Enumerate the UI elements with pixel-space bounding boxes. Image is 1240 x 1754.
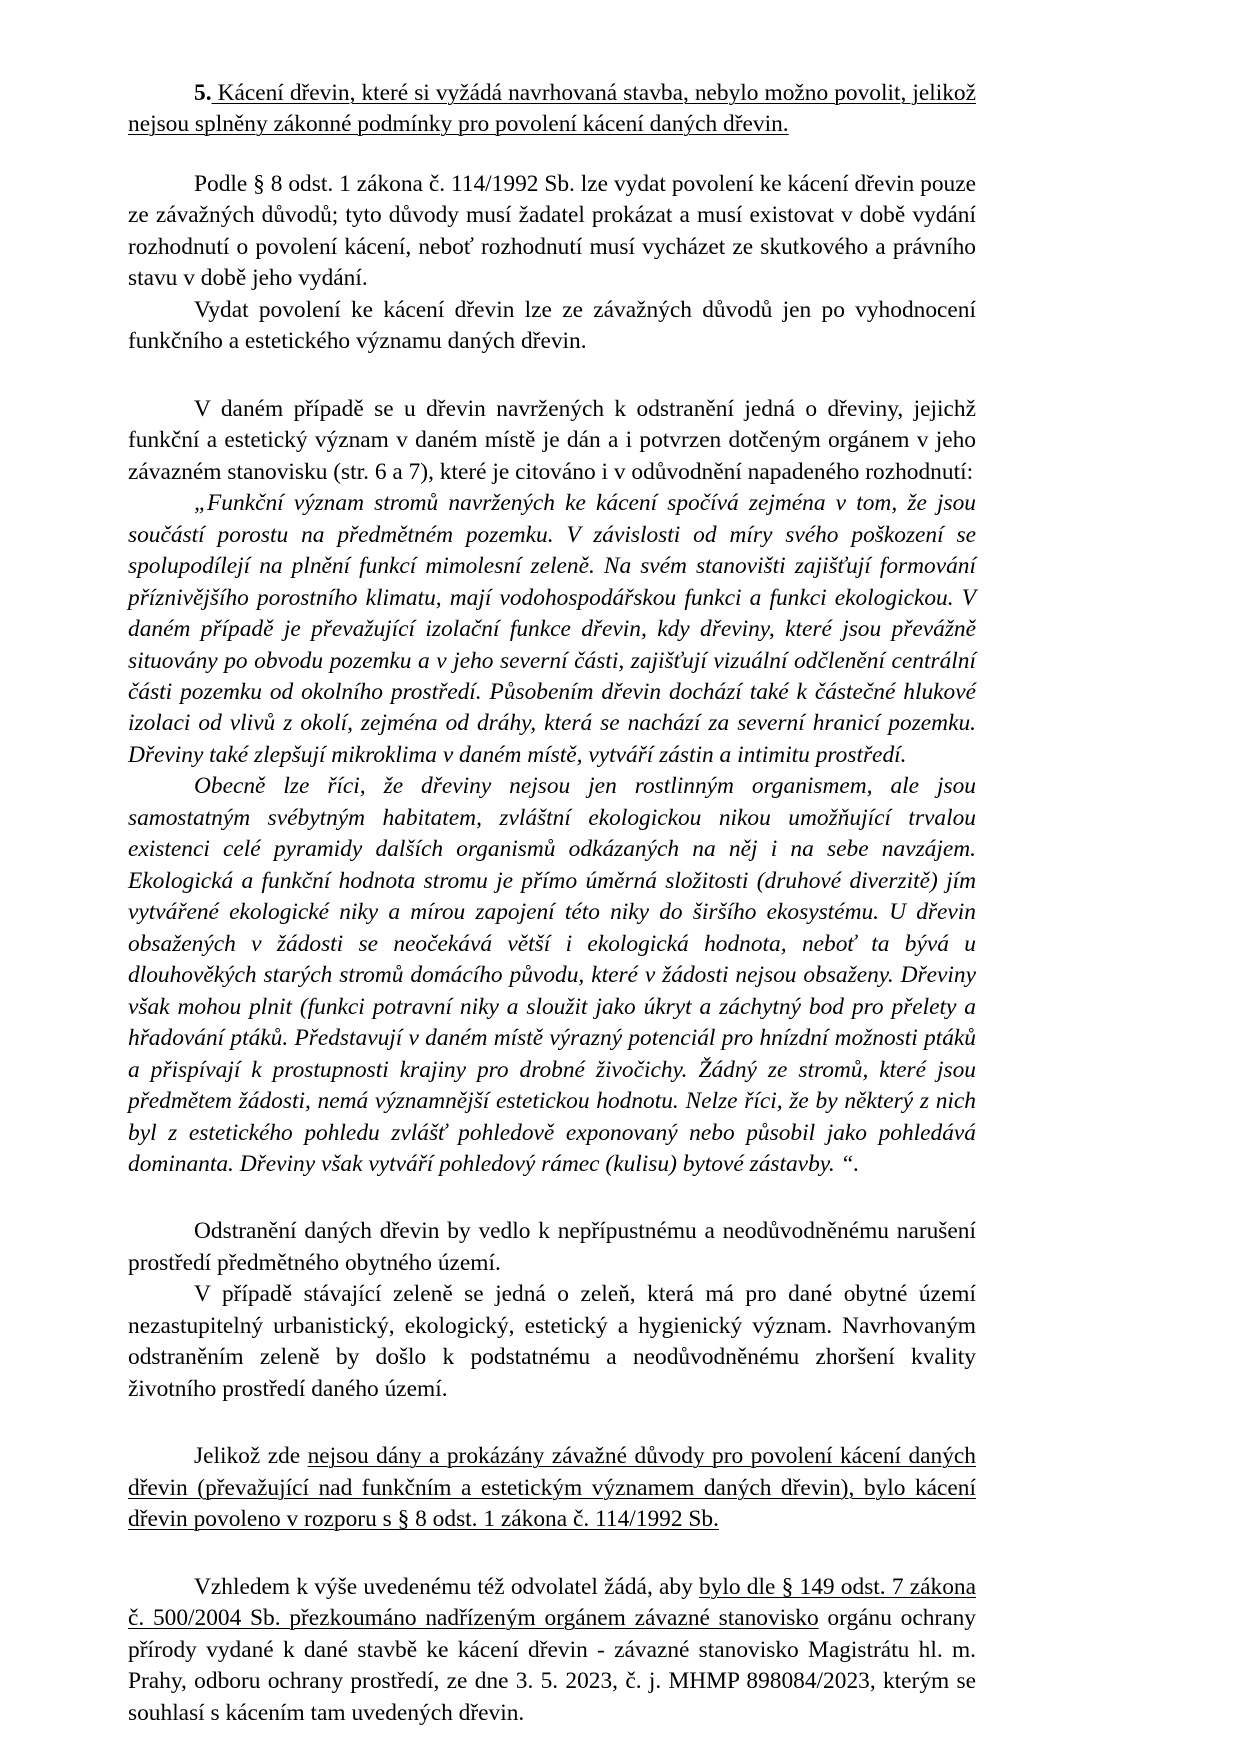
request-underlined: bylo dle § 149 odst. 7 zákona č. 500/2004 Sb. přezkoumáno nadřízeným orgánem závazné stanovisko: [128, 1573, 976, 1632]
quoted-statement: [128, 488, 976, 1180]
section-heading-text: Kácení dřevin, které si vyžádá navrhovaná stavba, nebylo možno povolit, jelikož nejsou splněny zákonné podmínky pro povolení kácení daných dřevin.: [128, 80, 976, 138]
conclusion-underlined: nejsou dány a prokázány závažné důvody pro povolení kácení daných dřevin (převažující nad funkčním a estetickým významem daných dřevin), bylo kácení dřevin povoleno v rozporu s § 8 odst. 1 zákona č. 114/1992 Sb.: [128, 1443, 976, 1533]
section-heading-number: 5.: [194, 80, 212, 106]
paragraph-request-review: [128, 1572, 976, 1729]
conclusion-lead: Jelikož zde: [194, 1443, 308, 1470]
paragraph-evaluation-requirement: Vydat povolení ke kácení dřevin lze ze závažných důvodů jen po vyhodnocení funkčního a estetického významu daných dřevin.: [128, 296, 976, 355]
paragraph-greenery-significance: V případě stávající zeleně se jedná o zeleň, která má pro dané obytné území nezastupitelný urbanistický, ekologický, estetický a hygienický význam. Navrhovaným odstraněním zeleně by došlo k podstatnému a neodůvodněnému zhoršení kvality životního prostředí daného území.: [128, 1281, 976, 1402]
request-tail: orgánu ochrany přírody vydané k dané stavbě ke kácení dřevin - závazné stanovisko Magistrátu hl. m. Prahy, odboru ochrany prostředí, ze dne 3. 5. 2023, č. j. MHMP 898084/2023, kterým se souhlasí s kácením tam uvedených dřevin.: [128, 1605, 976, 1726]
document-body: [128, 78, 976, 1729]
paragraph-legal-basis: Podle § 8 odst. 1 zákona č. 114/1992 Sb. lze vydat povolení ke kácení dřevin pouze ze závažných důvodů; tyto důvody musí žadatel prokázat a musí existovat v době vydání rozhodnutí o povolení kácení, neboť rozhodnutí musí vycházet ze skutkového a právního stavu v době jeho vydání.: [128, 170, 976, 292]
request-lead: Vzhledem k výše uvedenému též odvolatel žádá, aby: [194, 1573, 699, 1600]
quote-paragraph-1: „Funkční význam stromů navržených ke kácení spočívá zejména v tom, že jsou součástí porostu na předmětném pozemku. V závislosti od míry svého poškození se spolupodílejí na plnění funkcí mimolesní zeleně. Na svém stanovišti zajišťují formování příznivějšího porostního klimatu, mají vodohospodářskou funkci a funkci ekologickou. V daném případě je převažující izolační funkce dřevin, kdy dřeviny, které jsou převážně situovány po obvodu pozemku a v jeho severní části, zajišťují vizuální odčlenění centrální části pozemku od okolního prostředí. Působením dřevin dochází také k částečné hlukové izolaci od vlivů z okolí, zejména od dráhy, která se nachází za severní hranicí pozemku. Dřeviny také zlepšují mikroklima v daném místě, vytváří zástin a intimitu prostředí.: [128, 490, 976, 768]
paragraph-conclusion: [128, 1441, 976, 1535]
paragraph-removal-consequence: Odstranění daných dřevin by vedlo k nepřípustnému a neodůvodněnému narušení prostředí předmětného obytného území.: [128, 1218, 976, 1276]
paragraph-case-description: V daném případě se u dřevin navržených k odstranění jedná o dřeviny, jejichž funkční a estetický význam v daném místě je dán a i potvrzen dotčeným orgánem v jeho závazném stanovisku (str. 6 a 7), které je citováno i v odůvodnění napadeného rozhodnutí:: [128, 395, 976, 485]
section-heading: [128, 78, 976, 141]
quote-paragraph-2: Obecně lze říci, že dřeviny nejsou jen rostlinným organismem, ale jsou samostatným svébytným habitatem, zvláštní ekologickou nikou umožňující trvalou existenci celé pyramidy dalších organismů odkázaných na něj i na sebe navzájem. Ekologická a funkční hodnota stromu je přímo úměrná složitosti (druhové diverzitě) jím vytvářené ekologické niky a mírou zapojení této niky do širšího ekosystému. U dřevin obsažených v žádosti se neočekává větší i ekologická hodnota, neboť ta bývá u dlouhověkých starých stromů domácího původu, které v žádosti nejsou obsaženy. Dřeviny však mohou plnit (funkci potravní niky a sloužit jako úkryt a záchytný bod pro přelety a hřadování ptáků. Představují v daném místě výrazný potenciál pro hnízdní možnosti ptáků a přispívají k prostupnosti krajiny pro drobné živočichy. Žádný ze stromů, které jsou předmětem žádosti, nemá významnější estetickou hodnotu. Nelze říci, že by některý z nich byl z estetického pohledu zvlášť pohledově exponovaný nebo působil jako pohledává dominanta. Dřeviny však vytváří pohledový rámec (kulisu) bytové zástavby. “.: [128, 773, 976, 1177]
